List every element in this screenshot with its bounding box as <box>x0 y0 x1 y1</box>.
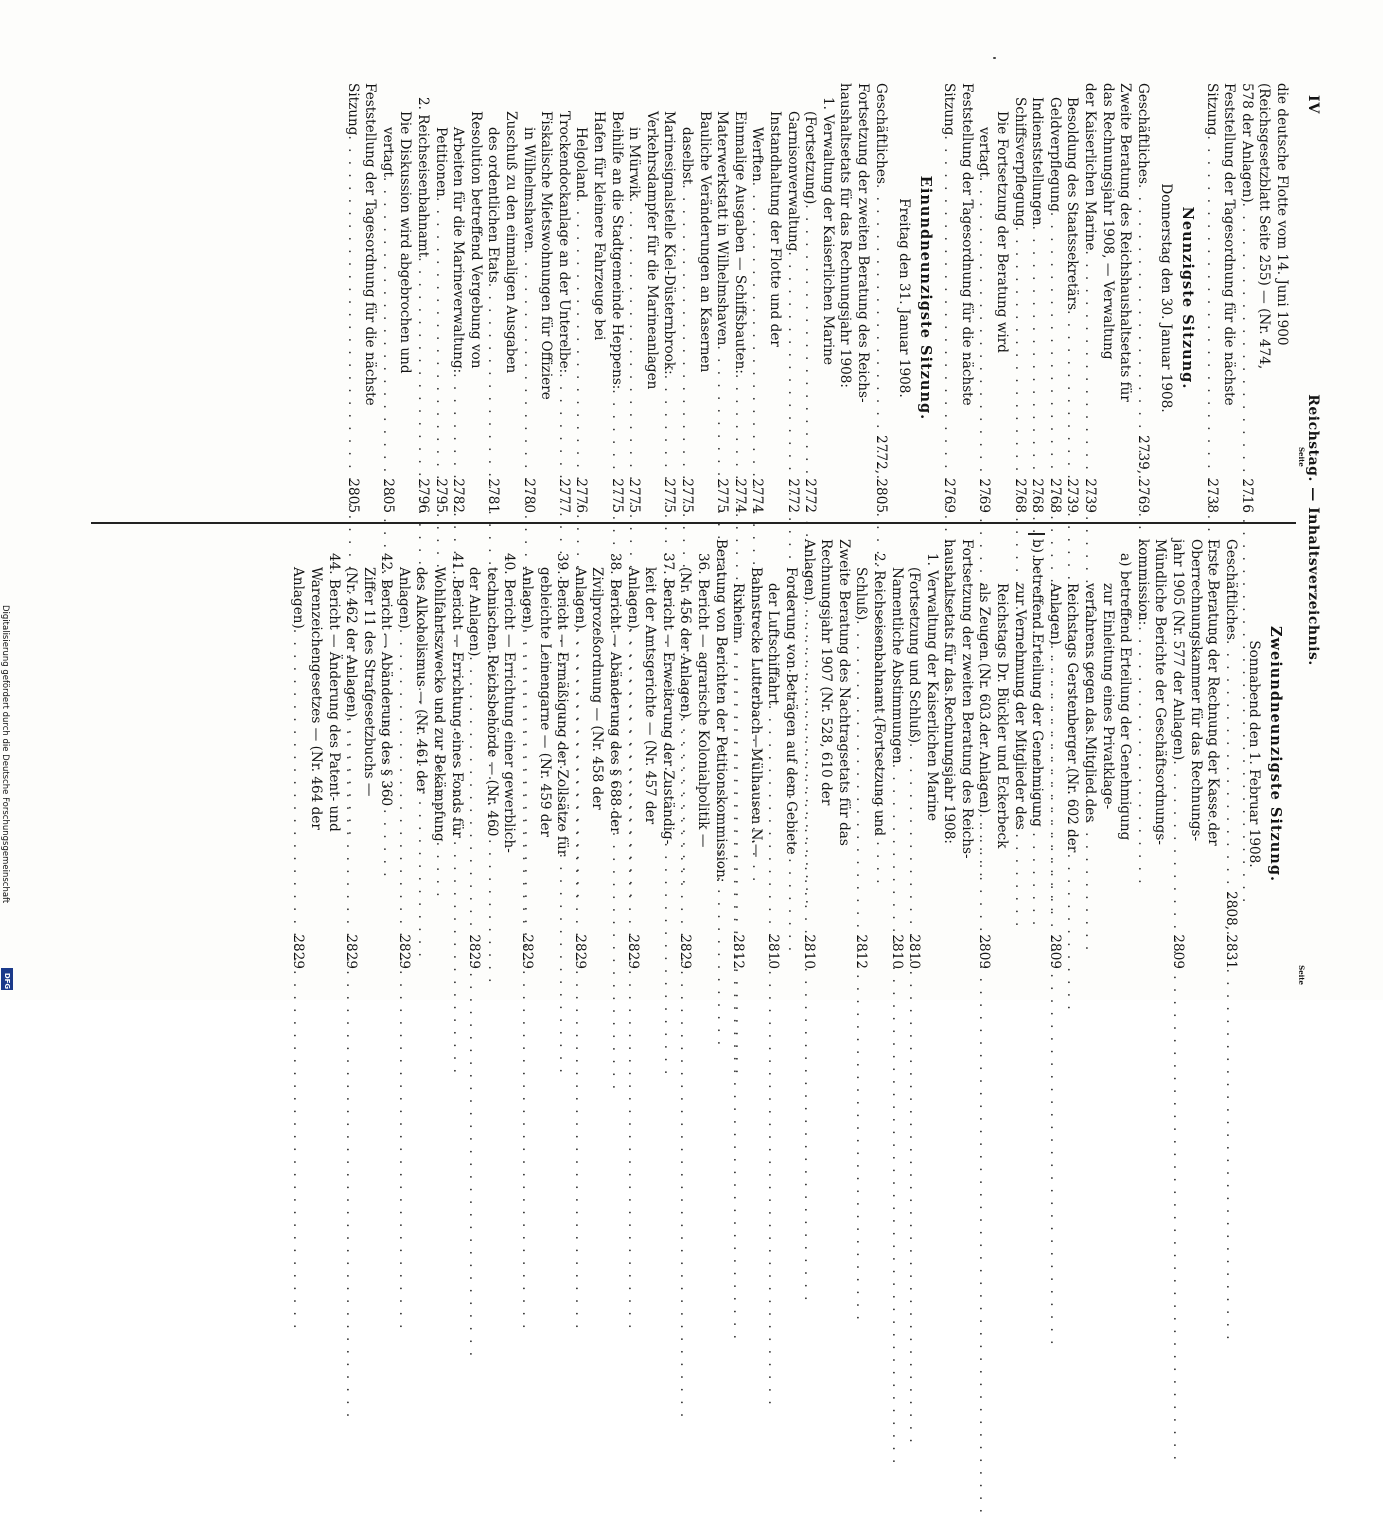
toc-line: 37. Bericht — Erweiterung der Zuständig- <box>659 553 676 845</box>
toc-entry-text: Arbeiten für die Marineverwaltung: <box>450 127 467 374</box>
toc-line: Warenzeichengesetzes — (Nr. 464 der <box>307 567 324 830</box>
toc-page-number: 2829 <box>395 934 412 969</box>
toc-page-number: 2809 <box>976 934 993 969</box>
toc-page-number: 2829 <box>343 934 360 969</box>
toc-entry-text: Trockendockanlage an der Unterelbe: <box>555 111 572 374</box>
toc-entry <box>519 83 537 513</box>
toc-page-number: 2772, 2805 <box>872 435 889 513</box>
dfg-logo-text: DFG <box>3 972 11 990</box>
toc-page-number: 2775 <box>679 478 695 513</box>
toc-entry <box>975 83 993 513</box>
toc-entry <box>449 83 467 513</box>
toc-entry-text: vertagt <box>379 127 396 177</box>
leader-dots <box>1063 310 1081 471</box>
leader-dots <box>465 656 483 927</box>
leader-dots <box>729 639 747 927</box>
toc-entry <box>607 83 625 513</box>
leader-dots <box>1045 212 1063 471</box>
toc-page-number: 2809 <box>1046 934 1063 969</box>
toc-entry <box>713 83 731 513</box>
toc-entry-text: 2. Reichseisenbahnamt <box>415 97 432 258</box>
toc-entry <box>342 539 360 969</box>
toc-entry-text: (Fortsetzung) <box>802 111 819 205</box>
toc-line: Bahnstrecke Lutterbach—Mülhausen N.— <box>747 567 764 858</box>
toc-page-number: 2769 <box>976 478 993 513</box>
toc-page-number: 2738 <box>1203 478 1220 513</box>
funding-sidebar <box>0 605 12 990</box>
toc-line: 1. Verwaltung der Kaiserlichen Marine <box>819 97 836 366</box>
toc-entry <box>554 83 572 513</box>
toc-entry <box>660 83 678 513</box>
toc-page-number: 2716 <box>1238 478 1255 513</box>
toc-entry <box>394 539 412 969</box>
toc-entry-text: Werften <box>749 127 766 182</box>
session-date: Freitag den 31. Januar 1908. <box>896 198 913 398</box>
leader-dots <box>730 374 748 471</box>
toc-entry-text: Anlagen) <box>519 567 536 629</box>
toc-line: Ziffer 11 des Strafgesetzbuchs — <box>360 567 377 797</box>
session-date: Donnerstag den 30. Januar 1908. <box>1158 183 1175 413</box>
toc-line: 39. Bericht — Ermäßigung der Zollsätze für <box>554 553 571 857</box>
toc-page-number: 2780 <box>520 478 537 513</box>
toc-entry-text: 578 der Anlagen) <box>1238 83 1255 203</box>
toc-entry-text: jahr 1905 (Nr. 577 der Anlagen) <box>1170 539 1187 761</box>
toc-entry <box>940 83 958 513</box>
leader-dots <box>975 813 993 927</box>
toc-line: Die Fortsetzung der Beratung wird <box>994 111 1011 354</box>
toc-line: Zivilprozeßordnung — (Nr. 458 der <box>589 567 606 810</box>
toc-page-number: 2829 <box>466 934 483 969</box>
toc-entry <box>343 83 361 513</box>
toc-line: Instandhaltung der Flotte und der <box>766 111 783 347</box>
toc-line: Oberrechnungskammer für das Rechnungs- <box>1187 539 1204 842</box>
toc-entry-text: Sitzung <box>344 83 361 136</box>
toc-page-number: 2805 <box>379 478 396 513</box>
toc-page-number: 2774 <box>749 478 766 513</box>
toc-entry-text: Anlagen) <box>800 539 817 601</box>
toc-entry <box>676 539 694 969</box>
leader-dots <box>289 629 307 927</box>
leader-dots <box>677 184 695 471</box>
toc-entry-text: Einmalige Ausgaben — Schiffsbauten: <box>731 111 748 374</box>
toc-entry <box>905 539 923 969</box>
toc-line: das Rechnungsjahr 1908, — Verwaltung <box>1099 83 1116 360</box>
toc-line: a) betreffend Erteilung der Genehmigung <box>1117 553 1134 841</box>
toc-page-number: 2775 <box>608 478 625 513</box>
toc-page-number: 2809 <box>1170 934 1187 969</box>
leader-dots <box>783 251 801 471</box>
scan-speck <box>993 57 996 59</box>
toc-line: b) betreffend Erteilung der Genehmigung <box>1028 533 1046 969</box>
toc-line: Verkehrsdampfer für die Marineanlagen <box>643 111 660 390</box>
toc-line: Die Diskussion wird abgebrochen und <box>397 111 414 374</box>
toc-entry-text: der Luftschiffahrt <box>765 583 782 706</box>
toc-entry-text: in Mürwik <box>626 127 643 198</box>
toc-line: zur Vernehmung der Mitglieder des <box>1011 583 1028 830</box>
toc-entry <box>677 83 695 513</box>
toc-entry-text: Garnisonverwaltung <box>784 111 801 252</box>
leader-dots <box>1168 760 1186 927</box>
toc-page-number: 2776 <box>573 478 590 513</box>
toc-entry-text: Schluß) <box>853 567 870 621</box>
toc-entry-text: Anlagen) <box>290 567 307 629</box>
toc-entry-text: Petitionen <box>432 127 449 197</box>
toc-entry-text: Rixheim <box>730 583 747 640</box>
toc-entry-text: Materwerkstatt in Wilhelmshaven <box>714 111 731 346</box>
toc-page-number: 2829 <box>290 934 307 969</box>
toc-line: haushaltsetats für das Rechnungsjahr 1908: <box>837 83 854 388</box>
page-area <box>86 75 1326 985</box>
toc-entry <box>623 539 641 969</box>
toc-entry-text: Anlagen) <box>571 567 588 629</box>
leader-dots <box>660 375 678 471</box>
rotated-document-page <box>86 75 1326 985</box>
right-column <box>289 539 1290 969</box>
toc-page-number: 2777 <box>555 478 572 513</box>
toc-line: 2. Reichseisenbahnamt (Fortsetzung und <box>870 553 887 837</box>
toc-line: gebleichte Leinengarne — (Nr. 459 der <box>536 567 553 838</box>
toc-entry <box>975 539 993 969</box>
toc-page-number: 2795 <box>432 478 449 513</box>
toc-line: verfahrens gegen das Mitglied des <box>1082 583 1099 823</box>
leader-dots <box>1202 136 1220 472</box>
leader-dots <box>572 198 590 471</box>
toc-page-number: 2812 <box>853 934 870 969</box>
toc-entry-text: Anlagen) <box>624 567 641 629</box>
toc-entry-text: Helgoland <box>573 127 590 199</box>
toc-entry <box>1237 83 1255 513</box>
toc-line: Forderung von Beträgen auf dem Gebiete <box>782 567 799 855</box>
running-title: Reichstag. — Inhaltsverzeichnis. <box>1305 394 1321 666</box>
toc-entry <box>764 539 782 969</box>
toc-page-number: 2739 <box>1064 478 1081 513</box>
toc-line: Reichstags Dr. Bückler und Eckerbeck <box>994 583 1011 849</box>
toc-entry <box>572 83 590 513</box>
toc-line: Erste Beratung der Rechnung der Kasse der <box>1205 539 1222 846</box>
toc-line: kommission: <box>1134 539 1151 626</box>
page-number: IV <box>1305 95 1321 115</box>
leader-dots <box>414 257 432 471</box>
leader-dots <box>748 182 766 471</box>
toc-entry-text: der Kaiserlichen Marine <box>1082 83 1099 251</box>
toc-line: Fortsetzung der zweiten Beratung des Reichs- <box>854 83 871 403</box>
toc-page-number: 2810 <box>765 934 782 969</box>
leader-dots <box>1028 226 1046 471</box>
leader-dots <box>342 718 360 927</box>
toc-line: Wohlfahrtszwecke und zur Bekämpfung <box>431 567 448 842</box>
toc-entry-text: Schiffsverpflegung <box>1011 97 1028 227</box>
leader-dots <box>519 249 537 471</box>
toc-page-number: 2805 <box>344 478 361 513</box>
toc-page-number: 2739 <box>1082 478 1099 513</box>
toc-page-number: 2810 <box>800 934 817 969</box>
leader-dots <box>607 389 625 471</box>
seite-label-left: Seite <box>1297 447 1306 467</box>
leader-dots <box>1080 251 1098 471</box>
leader-dots <box>378 177 396 471</box>
toc-entry <box>748 83 766 513</box>
toc-entry-text: Sitzung <box>1203 83 1220 136</box>
toc-line: 44. Bericht — Änderung des Patent- und <box>325 553 342 832</box>
seite-label-right: Seite <box>1297 965 1306 985</box>
toc-entry <box>887 539 905 969</box>
column-divider <box>91 522 1296 524</box>
leader-dots <box>799 601 817 927</box>
leader-dots <box>887 764 905 927</box>
toc-entry-text: vertagt <box>976 127 993 177</box>
left-column <box>343 83 1290 513</box>
toc-entry-text: Namentliche Abstimmungen <box>888 567 905 764</box>
toc-page-number: 2782 <box>450 478 467 513</box>
leader-dots <box>975 177 993 471</box>
leader-dots <box>713 345 731 471</box>
toc-entry <box>1045 83 1063 513</box>
toc-entry-text: Geschäftliches <box>1222 539 1239 640</box>
toc-line: 36. Bericht — agrarische Kolonialpolitik — <box>695 553 711 848</box>
leader-dots <box>852 620 870 927</box>
toc-entry <box>1133 83 1151 513</box>
leader-dots <box>431 197 449 471</box>
toc-page-number: 2810 <box>906 934 923 969</box>
toc-line: Bauliche Veränderungen an Kasernen <box>696 111 713 373</box>
toc-line: Fiskalische Mietswohnungen für Offiziere <box>538 111 555 400</box>
toc-entry <box>414 83 432 513</box>
toc-entry <box>625 83 643 513</box>
toc-page-number: 2810 <box>888 934 905 969</box>
toc-entry <box>871 83 889 513</box>
toc-entry <box>799 539 817 969</box>
toc-entry-text: (Fortsetzung und Schluß) <box>906 567 923 744</box>
toc-line: keit der Amtsgerichte — (Nr. 457 der <box>642 567 659 825</box>
toc-line: 1. Verwaltung der Kaiserlichen Marine <box>923 553 940 822</box>
toc-entry <box>570 539 588 969</box>
toc-line: Feststellung der Tagesordnung für die nächste <box>958 83 975 406</box>
toc-entry-text: Beihilfe an die Stadtgemeinde Heppens: <box>608 111 625 390</box>
toc-line: Mündliche Berichte der Geschäftsordnungs- <box>1152 539 1169 845</box>
toc-entry-text: Sitzung <box>941 83 958 136</box>
toc-page-number: 2829 <box>519 934 536 969</box>
toc-line: 40. Bericht — Errichtung einer gewerblich- <box>501 553 518 853</box>
toc-page-number: 2775 <box>661 478 678 513</box>
toc-entry <box>1221 539 1239 969</box>
toc-entry <box>1010 83 1028 513</box>
session-heading: Einundneunzigste Sitzung. <box>916 175 934 421</box>
toc-page-number: 2772 <box>802 478 819 513</box>
toc-line: Beratung von Berichten der Petitionskommission: <box>712 539 729 883</box>
toc-page-number: 2829 <box>624 934 641 969</box>
toc-entry-text: Geldverpflegung <box>1046 97 1063 212</box>
toc-line: Zuschuß zu den einmaligen Ausgaben <box>503 111 520 374</box>
leader-dots <box>394 629 412 927</box>
toc-entry <box>378 83 396 513</box>
toc-entry <box>729 539 747 969</box>
session-date: Sonnabend den 1. Februar 1908. <box>1246 640 1263 868</box>
toc-entry-text: der Anlagen) <box>466 567 483 657</box>
toc-line: Feststellung der Tagesordnung für die nächste <box>1221 83 1238 406</box>
toc-page-number: 2768 <box>1011 478 1028 513</box>
toc-entry-text: als Zeugen (Nr. 603 der Anlagen) <box>976 583 993 814</box>
toc-line: zur Einleitung eines Privatklage- <box>1099 583 1116 810</box>
toc-line: Rechnungsjahr 1907 (Nr. 528, 610 der <box>818 539 835 806</box>
funding-note: Digitalisierung gefördert durch die Deutsche Forschungsgemeinschaft <box>0 605 10 904</box>
toc-entry-text: Anlagen) <box>395 567 412 629</box>
leader-dots <box>940 136 958 472</box>
toc-page-number: 2768 <box>1046 478 1063 513</box>
toc-line: Zweite Beratung des Nachtragsetats für das <box>835 539 852 846</box>
page-header <box>1296 75 1326 985</box>
toc-entry-text: (Nr. 462 der Anlagen) <box>343 567 360 718</box>
leader-dots <box>484 283 502 471</box>
toc-entry <box>1028 83 1046 513</box>
leader-dots <box>764 705 782 927</box>
toc-line: des Alkoholismus — (Nr. 461 der <box>413 567 430 794</box>
toc-page-number: 2829 <box>571 934 588 969</box>
toc-line: haushaltsetats für das Rechnungsjahr 1908: <box>941 539 958 844</box>
toc-entry-text: Indienststellungen <box>1029 97 1046 226</box>
toc-entry <box>484 83 502 513</box>
toc-page-number: 2769 <box>941 478 958 513</box>
toc-line: (Reichsgesetzblatt Seite 255) — (Nr. 474, <box>1256 83 1273 370</box>
toc-entry <box>289 539 307 969</box>
toc-line: 42. Bericht — Abänderung des § 360 <box>378 553 395 807</box>
leader-dots <box>1237 203 1255 471</box>
toc-entry <box>1045 539 1063 969</box>
leader-dots <box>570 629 588 927</box>
leader-dots <box>517 629 535 927</box>
toc-entry <box>1063 83 1081 513</box>
toc-entry-text: des ordentlichen Etats <box>485 127 502 283</box>
toc-line: Reichstags Gerstenberger (Nr. 602 der <box>1064 583 1081 853</box>
toc-page-number: 2774 <box>731 478 748 513</box>
toc-entry-text: Marinesignalstelle Kiel-Düsternbrook: <box>661 111 678 375</box>
leader-dots <box>449 373 467 471</box>
toc-entry <box>1080 83 1098 513</box>
toc-entry-text: daselbst <box>679 127 695 185</box>
toc-entry <box>431 83 449 513</box>
toc-entry <box>1202 83 1220 513</box>
session-heading: Zweiundneunzigste Sitzung. <box>1267 625 1284 883</box>
leader-dots <box>801 204 819 471</box>
toc-page-number: 2829 <box>677 934 694 969</box>
toc-line: Resolution betreffend Vergebung von <box>467 111 484 369</box>
toc-entry <box>801 83 819 513</box>
toc-page-number: 2775 <box>626 478 643 513</box>
toc-line: technischen Reichsbehörde — (Nr. 460 <box>483 567 500 837</box>
toc-page-number: 2796 <box>415 478 432 513</box>
leader-dots <box>343 136 361 472</box>
toc-entry-text: Anlagen) <box>1046 583 1063 645</box>
dfg-logo <box>1 968 13 990</box>
leader-dots <box>905 743 923 927</box>
toc-page-number: 2739, 2769 <box>1134 435 1151 513</box>
leader-dots <box>1221 640 1239 887</box>
toc-line: 41. Bericht — Errichtung eines Fonds für <box>448 553 465 838</box>
toc-line: Zweite Beratung des Reichshaushaltsetats für <box>1117 83 1134 402</box>
leader-dots <box>1133 184 1151 431</box>
toc-entry-text: Geschäftliches <box>872 83 889 184</box>
toc-page-number: 2775 <box>714 478 731 513</box>
leader-dots <box>871 184 889 431</box>
toc-entry-text: Besoldung des Staatssekretärs <box>1064 97 1081 311</box>
toc-line: 38. Bericht — Abänderung des § 688 der <box>607 553 624 834</box>
toc-entry <box>1168 539 1186 969</box>
toc-page-number: 2808, 2831 <box>1222 891 1239 969</box>
toc-entry <box>465 539 483 969</box>
toc-page-number: 2781 <box>485 478 502 513</box>
toc-line: die deutsche Flotte vom 14. Juni 1900 <box>1274 83 1290 346</box>
toc-entry <box>852 539 870 969</box>
leader-dots <box>625 198 643 471</box>
toc-entry <box>783 83 801 513</box>
toc-page-number: 2768 <box>1029 478 1046 513</box>
toc-entry-text: in Wilhelmshaven <box>520 127 537 250</box>
toc-line: Fortsetzung der zweiten Beratung des Reichs- <box>958 539 975 859</box>
toc-entry-text: Geschäftliches <box>1134 83 1151 184</box>
leader-dots <box>676 718 694 927</box>
toc-line: Hafen für kleinere Fahrzeuge bei <box>591 111 608 341</box>
toc-line: Feststellung der Tagesordnung für die nächste <box>362 83 379 406</box>
leader-dots <box>1045 645 1063 927</box>
toc-entry <box>517 539 535 969</box>
toc-entry <box>730 83 748 513</box>
leader-dots <box>554 373 572 471</box>
toc-page-number: 2772 <box>784 478 801 513</box>
leader-dots <box>623 629 641 927</box>
session-heading: Neunzigste Sitzung. <box>1179 206 1197 390</box>
toc-page-number: 2812 <box>730 934 747 969</box>
leader-dots <box>1010 227 1028 471</box>
toc-entry-text: (Nr. 456 der Anlagen) <box>677 567 694 718</box>
